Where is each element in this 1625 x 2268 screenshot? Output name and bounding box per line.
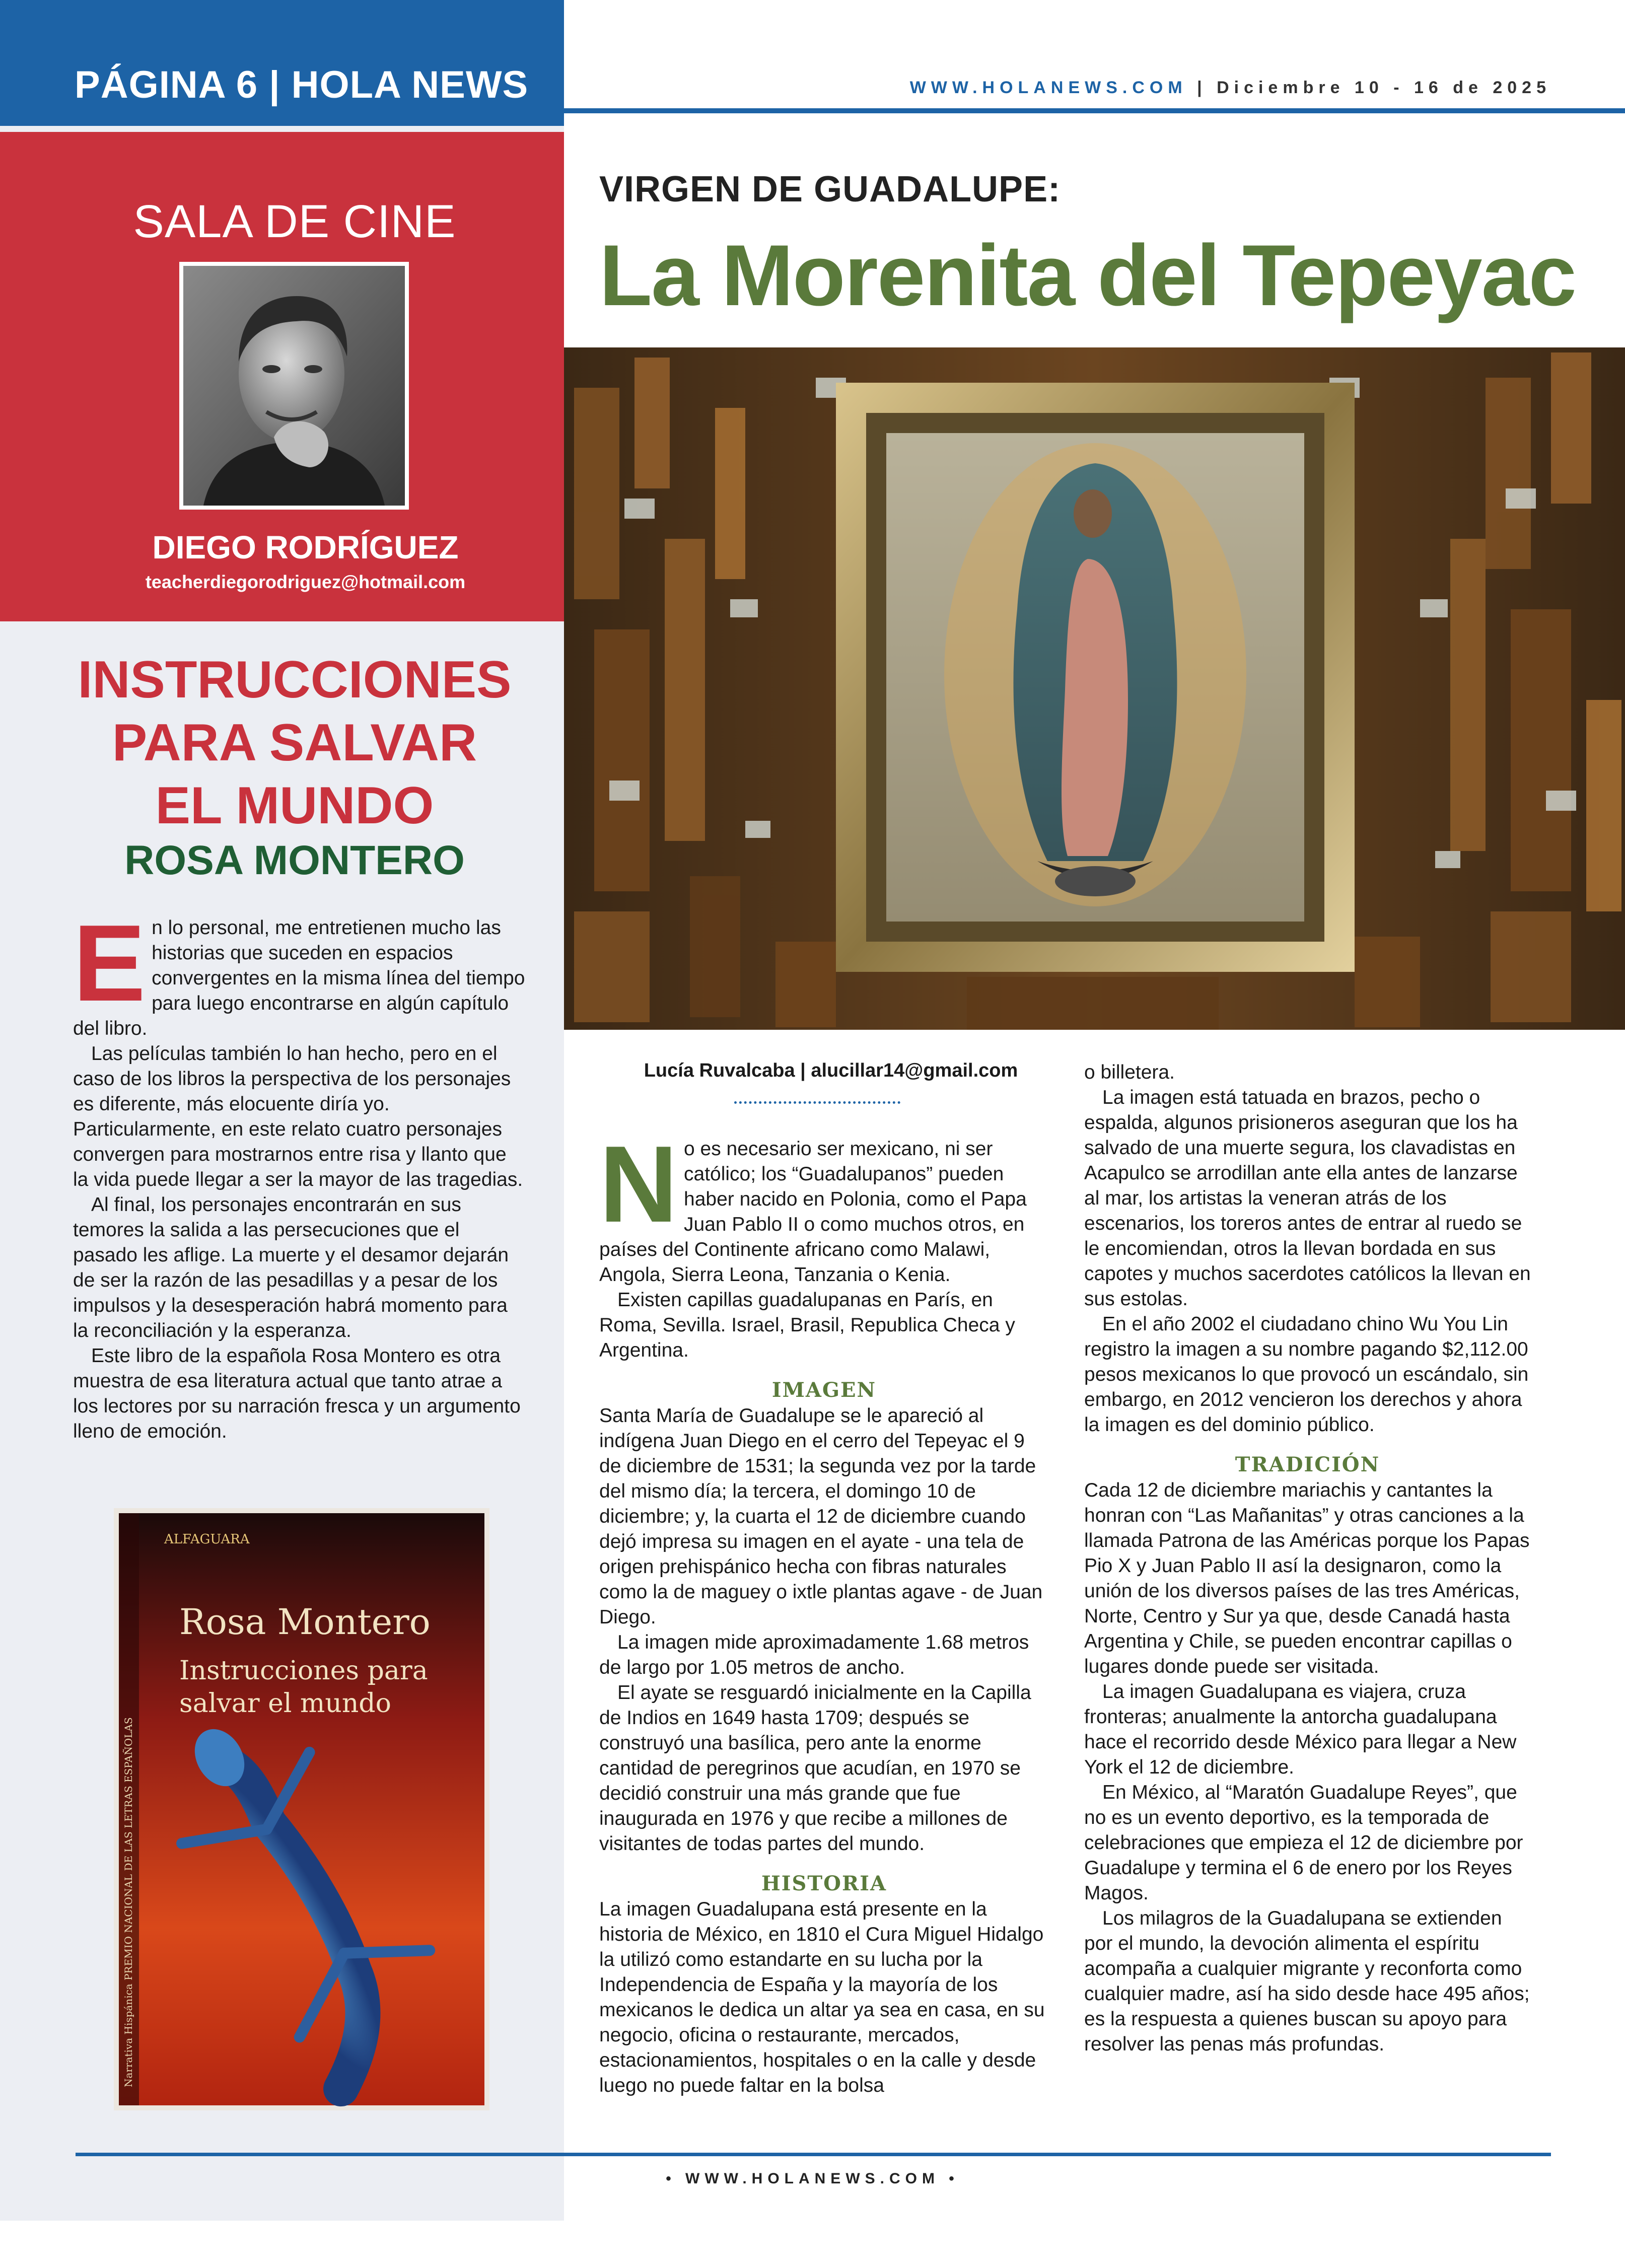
footer-site[interactable]: • WWW.HOLANEWS.COM • bbox=[666, 2170, 959, 2187]
page-header-band bbox=[0, 0, 564, 126]
article-paragraph: Cada 12 de diciembre mariachis y cantantes la honran con “Las Mañanitas” y otras canciones a la llamada Patrona de las Américas porque los Papas Pio X y Juan Pablo II así la designaron, como la unión de los diversos países de las tres Américas, Norte, Centro y Sur ya que, desde Canadá hasta Argentina y Chile, se pueden encontrar capillas o lugares donde puede ser visitada. bbox=[1084, 1479, 1530, 1677]
subhead-historia: HISTORIA bbox=[761, 1872, 887, 1895]
basilica-image bbox=[564, 347, 1625, 1030]
article-photo bbox=[564, 347, 1625, 1030]
article-paragraph: Existen capillas guadalupanas en París, en Roma, Sevilla. Israel, Brasil, Republica Checa y Argentina. bbox=[599, 1289, 1015, 1361]
article-headline: La Morenita del Tepeyac bbox=[599, 227, 1576, 324]
article-column-middle bbox=[599, 1123, 1049, 2098]
article-paragraph: La imagen mide aproximadamente 1.68 metros de largo por 1.05 metros de ancho. bbox=[599, 1632, 1029, 1678]
columnist-email[interactable]: teacherdiegorodriguez@hotmail.com bbox=[145, 572, 466, 592]
virgin-figure bbox=[944, 443, 1246, 906]
footer-rule bbox=[76, 2153, 1551, 2156]
article-paragraph: En el año 2002 el ciudadano chino Wu You Lin registro la imagen a su nombre pagando $2,112.00 pesos mexicanos lo que provocó un escándalo, sin embargo, en 2012 vencieron los derechos y ahora la imagen es del dominio público. bbox=[1084, 1313, 1529, 1436]
cover-author: Rosa Montero bbox=[179, 1601, 431, 1643]
article-paragraph: La imagen Guadalupana es viajera, cruza fronteras; anualmente la antorcha guadalupana hace el recorrido desde México para llegar a New York el 12 de diciembre. bbox=[1084, 1681, 1517, 1778]
review-body bbox=[73, 902, 526, 1444]
review-paragraph: Al final, los personajes encontrarán en sus temores la salida a las persecuciones que el pasado les aflige. La muerte y el desamor dejarán de ser la razón de las pesadillas y a pesar de los impulsos y la desesperación habrá momento para la reconciliación y la esperanza. bbox=[73, 1194, 509, 1341]
book-cover-art bbox=[114, 1508, 489, 2110]
columnist-photo bbox=[179, 262, 409, 510]
review-title-line: INSTRUCCIONES bbox=[78, 651, 512, 709]
review-dropcap: E bbox=[73, 902, 146, 1024]
article-kicker: VIRGEN DE GUADALUPE: bbox=[599, 169, 1061, 209]
columnist-name: DIEGO RODRÍGUEZ bbox=[152, 529, 459, 565]
review-paragraph: Las películas también lo han hecho, pero en el caso de los libros la perspectiva de los personajes es diferente, más elocuente diría yo. Particularmente, en este relato cuatro personajes convergen para mostrarnos entre risa y llanto que la vida puede llegar a ser la mayor de las tragedias. bbox=[73, 1043, 523, 1190]
article-paragraph: Santa María de Guadalupe se le apareció al indígena Juan Diego en el cerro del Tepeyac el 9 de diciembre de 1531; la segunda vez por la tarde del mismo día; la tercera, el domingo 10 de diciembre; y, la cuarta el 12 de diciembre cuando dejó impresa su imagen en el ayate - una tela de origen prehispánico hecha con fibras naturales como la de maguey o ixtle plantas agave - de Juan Diego. bbox=[599, 1405, 1043, 1628]
article-dropcap: N bbox=[599, 1123, 678, 1245]
article-column-right bbox=[1084, 1060, 1531, 2057]
article-paragraph: En México, al “Maratón Guadalupe Reyes”, que no es un evento deportivo, es la temporada de celebraciones que empieza el 12 de diciembre por Guadalupe y termina el 6 de enero por los Reyes Magos. bbox=[1084, 1782, 1523, 1904]
cover-spine-text: Narrativa Hispánica PREMIO NACIONAL DE LAS LETRAS ESPAÑOLAS bbox=[122, 1717, 134, 2087]
review-title-line: EL MUNDO bbox=[155, 776, 434, 835]
book-cover bbox=[114, 1508, 489, 2110]
article-paragraph: El ayate se resguardó inicialmente en la Capilla de Indios en 1649 hasta 1709; después se construyó una basílica, pero ante la enorme cantidad de peregrinos que acudían, en 1970 se decidió construir una más grande que fue inaugurada en 1976 y que recibe a millones de visitantes de todas partes del mundo. bbox=[599, 1682, 1031, 1855]
review-paragraph: Este libro de la española Rosa Montero es otra muestra de esa literatura actual que tanto atrae a los lectores por su narración fresca y un argumento lleno de emoción. bbox=[73, 1345, 521, 1442]
header-rule bbox=[564, 108, 1625, 113]
article-paragraph: o billetera. bbox=[1084, 1061, 1175, 1083]
cover-title-line: Instrucciones para bbox=[179, 1656, 428, 1686]
header-dateline bbox=[599, 78, 1551, 98]
header-date: Diciembre 10 - 16 de 2025 bbox=[1217, 78, 1551, 97]
header-separator: | bbox=[1197, 78, 1207, 97]
page-label: PÁGINA 6 | HOLA NEWS bbox=[75, 63, 529, 106]
subhead-tradicion: TRADICIÓN bbox=[1235, 1453, 1380, 1476]
article-byline: Lucía Ruvalcaba | alucillar14@gmail.com bbox=[644, 1060, 1018, 1081]
columnist-portrait-image bbox=[183, 266, 405, 506]
article-paragraph: La imagen está tatuada en brazos, pecho o espalda, algunos prisioneros aseguran que los ha salvado de una muerte segura, los clavadistas en Acapulco se arrodillan ante ella antes de lanzarse al mar, los artistas la veneran atrás de los escenarios, los toreros antes de entrar al ruedo se le encomiendan, otros la llevan bordada en sus capotes y muchos sacerdotes católicos la llevan en sus estolas. bbox=[1084, 1087, 1531, 1310]
article-paragraph: La imagen Guadalupana está presente en la historia de México, en 1810 el Cura Miguel Hidalgo la utilizó como estandarte en su lucha por la Independencia de España y la mayoría de los mexicanos le dedica un altar ya sea en casa, en su negocio, oficina o restaurante, mercados, estacionamientos, hospitales o en la calle y desde luego no puede faltar en la bolsa bbox=[599, 1898, 1045, 2096]
review-title-line: PARA SALVAR bbox=[112, 714, 477, 772]
section-title: SALA DE CINE bbox=[133, 196, 456, 247]
byline-rule bbox=[734, 1101, 900, 1104]
review-paragraph: En lo personal, me entretienen mucho las historias que suceden en espacios convergentes en la misma línea del tiempo para luego encontrarse en algún capítulo del libro. bbox=[73, 902, 525, 1039]
article-paragraph: No es necesario ser mexicano, ni ser católico; los “Guadalupanos” pueden haber nacido en Polonia, como el Papa Juan Pablo II o como muchos otros, en países del Continente africano como Malawi, Angola, Sierra Leona, Tanzania o Kenia. bbox=[599, 1123, 1027, 1286]
review-title bbox=[0, 649, 589, 837]
subhead-imagen: IMAGEN bbox=[771, 1378, 877, 1402]
article-paragraph: Los milagros de la Guadalupana se extienden por el mundo, la devoción alimenta el espíritu acompaña a cualquier migrante y reconforta como cualquier madre, así ha sido desde hace 495 años; es la respuesta a quienes buscan su apoyo para resolver las penas más profundas. bbox=[1084, 1907, 1530, 2055]
review-book-author: ROSA MONTERO bbox=[124, 837, 465, 883]
header-site[interactable]: WWW.HOLANEWS.COM bbox=[909, 78, 1187, 97]
cover-title-line: salvar el mundo bbox=[179, 1688, 391, 1719]
cover-publisher: ALFAGUARA bbox=[164, 1532, 250, 1547]
